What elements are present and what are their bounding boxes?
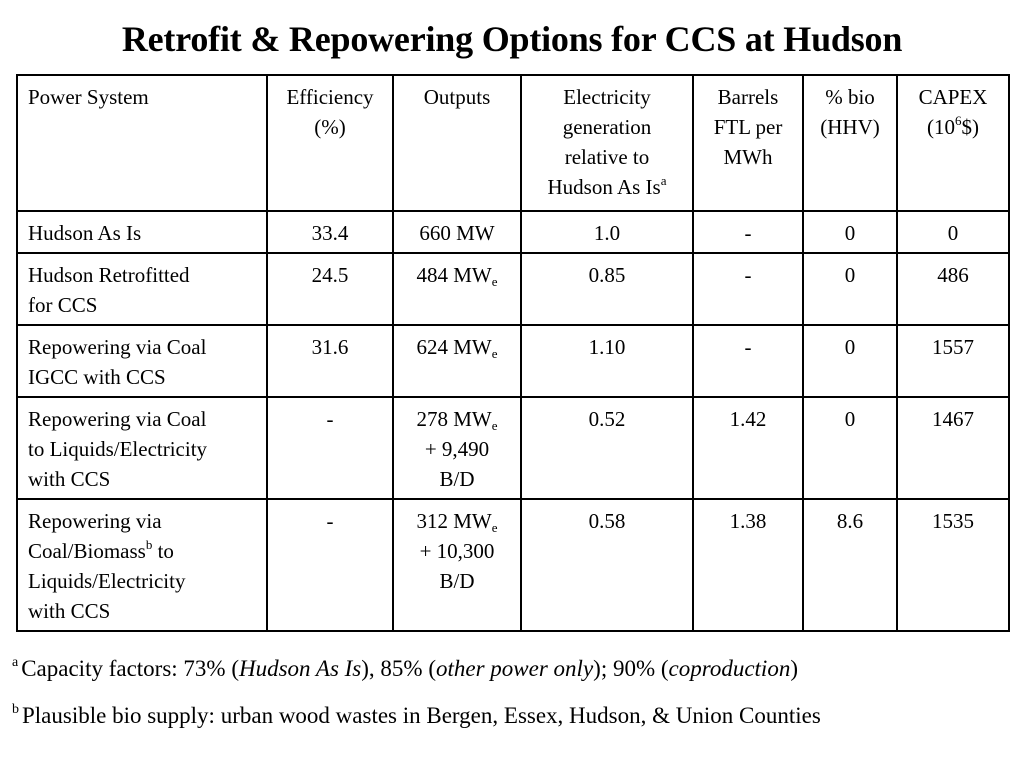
cell-efficiency: - [267,397,393,499]
cell-capex: 1557 [897,325,1009,397]
cell-barrels: - [693,211,803,253]
footnote-a-marker: a [660,173,667,188]
table-row [17,253,1009,325]
header-capex: CAPEX $(10^6\$)$ [897,75,1009,211]
cell-barrels: - [693,325,803,397]
cell-relative-generation: 0.58 [521,499,693,631]
cell-power-system: Repowering via Coal IGCC with CCS [17,325,267,397]
cell-outputs: 312 $MW_e$ + 10,300 B/D [393,499,521,631]
cell-outputs: 278 $MW_e$ + 9,490 B/D [393,397,521,499]
cell-efficiency: - [267,499,393,631]
cell-outputs: 660 MW [393,211,521,253]
cell-bio: 0 [803,211,897,253]
cell-outputs: 484 $MW_e$ [393,253,521,325]
cell-power-system: Hudson Retrofitted for CCS [17,253,267,325]
footnote-a-label: a [12,655,19,670]
cell-bio: 0 [803,325,897,397]
cell-barrels: 1.42 [693,397,803,499]
cell-barrels: 1.38 [693,499,803,631]
footnote-a: $^a$ Capacity factors: 73% (Hudson As Is), 85% (other power only); 90% (coproduction) [12,655,798,681]
table-row [17,499,1009,631]
cell-barrels: - [693,253,803,325]
table-row [17,211,1009,253]
cell-efficiency: 33.4 [267,211,393,253]
cell-relative-generation: 1.0 [521,211,693,253]
header-electricity-generation: Electricity generation relative to Hudson As Is$^a$ [521,75,693,211]
footnote-b-marker: b [145,537,153,552]
cell-relative-generation: 1.10 [521,325,693,397]
cell-power-system: Repowering via Coal/Biomass$^b$ to Liquids/Electricity with CCS [17,499,267,631]
table-row [17,397,1009,499]
header-percent-bio: % bio (HHV) [803,75,897,211]
cell-relative-generation: 0.85 [521,253,693,325]
cell-capex: 0 [897,211,1009,253]
cell-capex: 1535 [897,499,1009,631]
cell-relative-generation: 0.52 [521,397,693,499]
header-efficiency: Efficiency (%) [267,75,393,211]
header-barrels-ftl: Barrels FTL per MWh [693,75,803,211]
footnote-b-label: b [12,702,19,717]
page-title: Retrofit & Repowering Options for CCS at Hudson [121,19,903,59]
ccs-options-table [16,74,1010,632]
footnote-b: $^b$ Plausible bio supply: urban wood wastes in Bergen, Essex, Hudson, & Union Counties [12,702,821,728]
cell-capex: 486 [897,253,1009,325]
cell-bio: 0 [803,253,897,325]
cell-power-system: Hudson As Is [17,211,267,253]
header-power-system: Power System [17,75,267,211]
cell-efficiency: 31.6 [267,325,393,397]
cell-efficiency: 24.5 [267,253,393,325]
cell-bio: 0 [803,397,897,499]
cell-capex: 1467 [897,397,1009,499]
table-header-row [17,75,1009,211]
cell-bio: 8.6 [803,499,897,631]
cell-outputs: 624 $MW_e$ [393,325,521,397]
cell-power-system: Repowering via Coal to Liquids/Electricity with CCS [17,397,267,499]
header-outputs: Outputs [393,75,521,211]
table-row [17,325,1009,397]
